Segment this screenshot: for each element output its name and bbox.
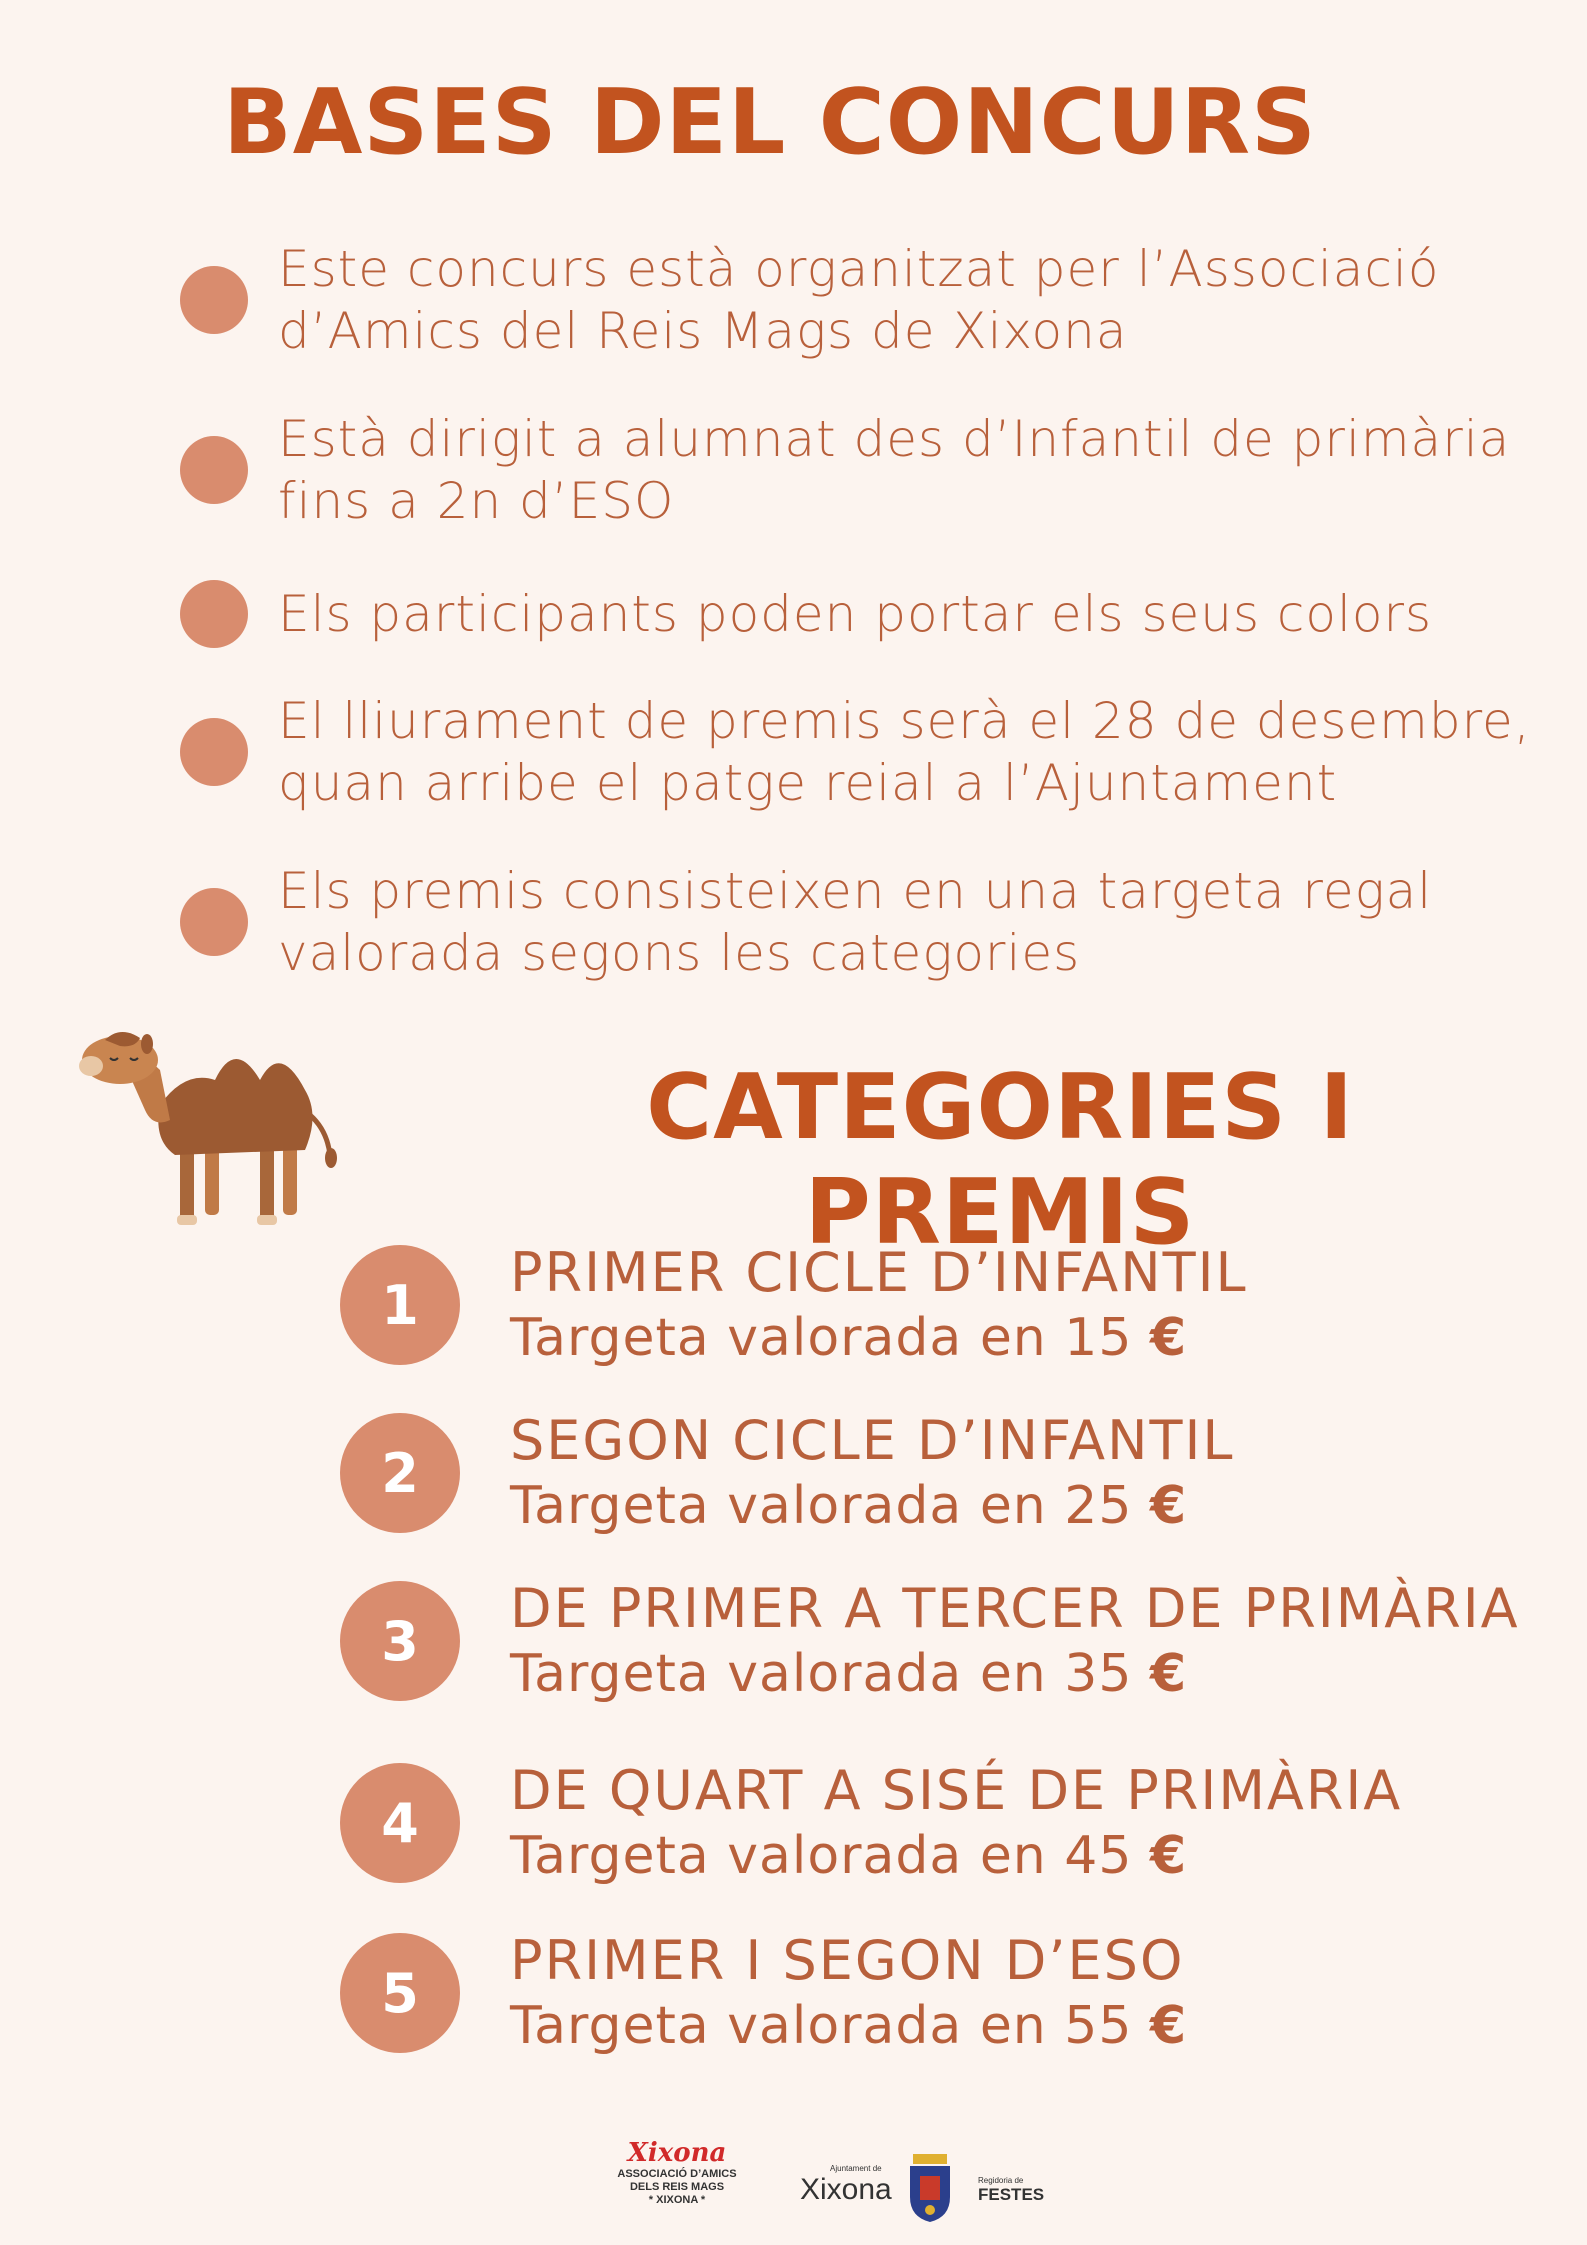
bullet-dot-icon: [180, 266, 248, 334]
euro-symbol: €: [1150, 1308, 1188, 1368]
ajuntament-label: Ajuntament de: [830, 2164, 882, 2173]
euro-symbol: €: [1150, 1996, 1188, 2056]
rule-item: [180, 580, 1547, 648]
regidoria-name: FESTES: [978, 2185, 1045, 2204]
rule-line: El lliurament de premis serà el 28 de desembre,: [278, 692, 1531, 750]
ajuntament-name: Xixona: [800, 2173, 892, 2206]
category-text: [510, 1576, 1520, 1706]
rule-text: [278, 238, 1439, 362]
ajuntament-logo: [800, 2164, 892, 2207]
regidoria-logo: [978, 2176, 1044, 2205]
rule-text: [278, 860, 1432, 984]
euro-symbol: €: [1150, 1826, 1188, 1886]
bullet-dot-icon: [180, 580, 248, 648]
bullet-dot-icon: [180, 718, 248, 786]
footer-logos: [0, 2130, 1587, 2240]
rule-line: Està dirigit a alumnat des d’Infantil de primària: [278, 410, 1511, 468]
rule-line: Este concurs està organitzat per l’Associació: [278, 240, 1440, 298]
category-item: [340, 1240, 1557, 1370]
rule-item: [180, 408, 1547, 532]
category-item: [340, 1576, 1557, 1706]
category-name: PRIMER I SEGON D’ESO: [510, 1929, 1185, 1992]
category-prize: [510, 1306, 1248, 1370]
rule-line: d’Amics del Reis Mags de Xixona: [278, 302, 1128, 360]
prize-text: Targeta valorada en 45: [510, 1826, 1133, 1886]
bullet-dot-icon: [180, 436, 248, 504]
category-prize: [510, 1642, 1520, 1706]
rule-item: [180, 690, 1547, 814]
rule-line: Els premis consisteixen en una targeta regal: [278, 862, 1433, 920]
association-name-line: ASSOCIACIÓ D’AMICS: [617, 2168, 737, 2180]
euro-symbol: €: [1150, 1644, 1188, 1704]
association-name-line: DELS REIS MAGS: [629, 2181, 725, 2193]
category-item: [340, 1408, 1557, 1538]
category-item: [340, 1928, 1557, 2058]
page-title: BASES DEL CONCURS: [223, 70, 1317, 175]
category-number-badge: 5: [340, 1933, 460, 2053]
rule-line: Els participants poden portar els seus colors: [278, 585, 1433, 643]
category-number-badge: 2: [340, 1413, 460, 1533]
association-logo: [612, 2138, 742, 2207]
coat-of-arms-icon: [905, 2152, 955, 2224]
category-text: [510, 1240, 1248, 1370]
association-name-line: * XIXONA *: [648, 2194, 706, 2206]
euro-symbol: €: [1150, 1476, 1188, 1536]
rule-line: fins a 2n d’ESO: [278, 472, 675, 530]
rule-item: [180, 860, 1547, 984]
category-name: PRIMER CICLE D’INFANTIL: [510, 1241, 1248, 1304]
rule-item: [180, 238, 1547, 362]
category-prize: [510, 1824, 1402, 1888]
prize-text: Targeta valorada en 25: [510, 1476, 1133, 1536]
category-name: DE PRIMER A TERCER DE PRIMÀRIA: [510, 1577, 1520, 1640]
category-item: [340, 1758, 1557, 1888]
category-number-badge: 3: [340, 1581, 460, 1701]
rule-line: quan arribe el patge reial a l’Ajuntament: [278, 754, 1338, 812]
category-text: [510, 1758, 1402, 1888]
prize-text: Targeta valorada en 15: [510, 1308, 1133, 1368]
category-prize: [510, 1994, 1187, 2058]
category-number-badge: 4: [340, 1763, 460, 1883]
categories-title: CATEGORIES I PREMIS: [646, 1055, 1354, 1265]
category-text: [510, 1408, 1235, 1538]
camel-illustration-icon: [65, 1010, 345, 1230]
association-logo-text: Xixona: [627, 2138, 727, 2168]
category-prize: [510, 1474, 1235, 1538]
prize-text: Targeta valorada en 55: [510, 1996, 1133, 2056]
rule-text: [278, 690, 1531, 814]
rule-line: valorada segons les categories: [278, 924, 1081, 982]
category-text: [510, 1928, 1187, 2058]
category-name: SEGON CICLE D’INFANTIL: [510, 1409, 1235, 1472]
rule-text: [278, 583, 1432, 645]
category-number-badge: 1: [340, 1245, 460, 1365]
rule-text: [278, 408, 1510, 532]
prize-text: Targeta valorada en 35: [510, 1644, 1133, 1704]
bullet-dot-icon: [180, 888, 248, 956]
category-name: DE QUART A SISÉ DE PRIMÀRIA: [510, 1759, 1403, 1822]
regidoria-label: Regidoria de: [978, 2176, 1024, 2185]
